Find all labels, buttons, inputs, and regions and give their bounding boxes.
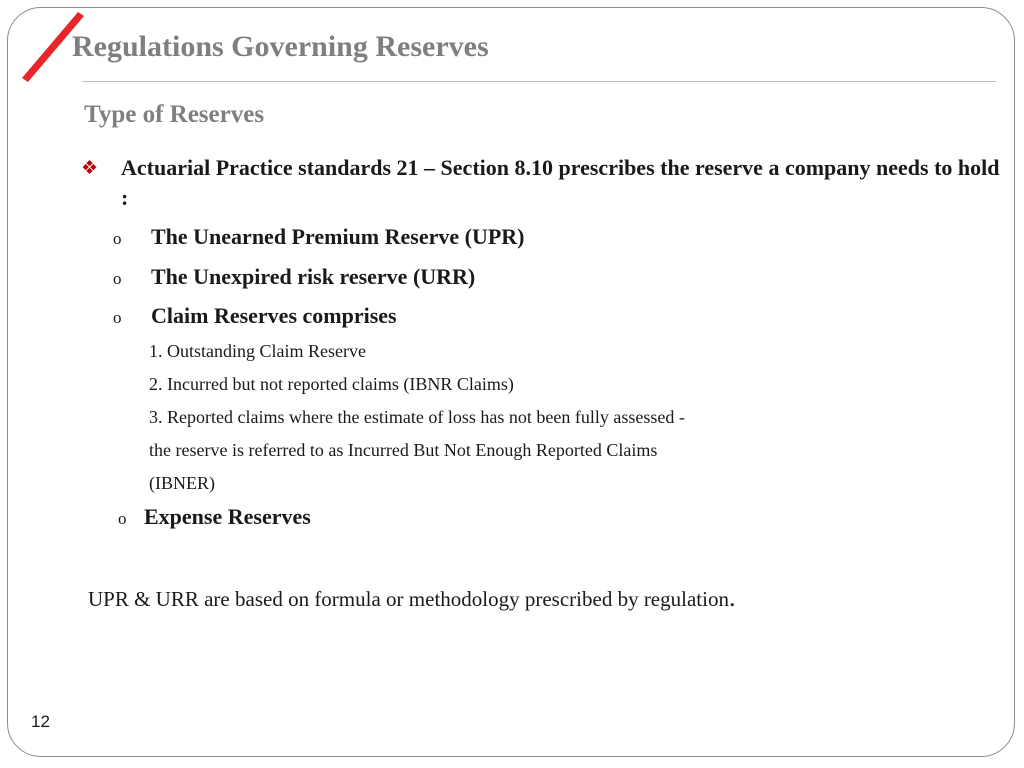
footer-note-text: UPR & URR are based on formula or methodology prescribed by regulation: [88, 587, 729, 611]
page-number: 12: [31, 712, 50, 731]
claim-item-reported: 3. Reported claims where the estimate of loss has not been fully assessed -: [149, 407, 685, 427]
sub-bullet-urr: The Unexpired risk reserve (URR): [151, 264, 476, 289]
claim-item-ibnr: 2. Incurred but not reported claims (IBNR Claims): [149, 374, 514, 394]
title-divider: [82, 81, 996, 82]
circle-bullet-icon: o: [113, 269, 122, 288]
footer-note: [88, 584, 735, 613]
sub-bullet-upr: The Unearned Premium Reserve (UPR): [151, 224, 525, 249]
footer-note-period: .: [728, 583, 736, 612]
diamond-cluster-bullet-icon: ❖: [81, 158, 99, 179]
sub-bullet-expense-reserves: Expense Reserves: [144, 504, 311, 529]
claim-item-ibner: (IBNER): [149, 473, 215, 493]
circle-bullet-icon: o: [118, 509, 127, 528]
claim-item-outstanding: 1. Outstanding Claim Reserve: [149, 341, 366, 361]
slide-title: Regulations Governing Reserves: [72, 30, 489, 63]
claim-item-reported-continued: the reserve is referred to as Incurred But Not Enough Reported Claims: [149, 440, 658, 460]
main-bullet-text: Actuarial Practice standards 21 – Section 8.10 prescribes the reserve a company needs to hold :: [121, 155, 1000, 210]
sub-bullet-claim-reserves: Claim Reserves comprises: [151, 303, 397, 328]
circle-bullet-icon: o: [113, 308, 122, 327]
circle-bullet-icon: o: [113, 229, 122, 248]
slide-subtitle: Type of Reserves: [84, 101, 265, 128]
